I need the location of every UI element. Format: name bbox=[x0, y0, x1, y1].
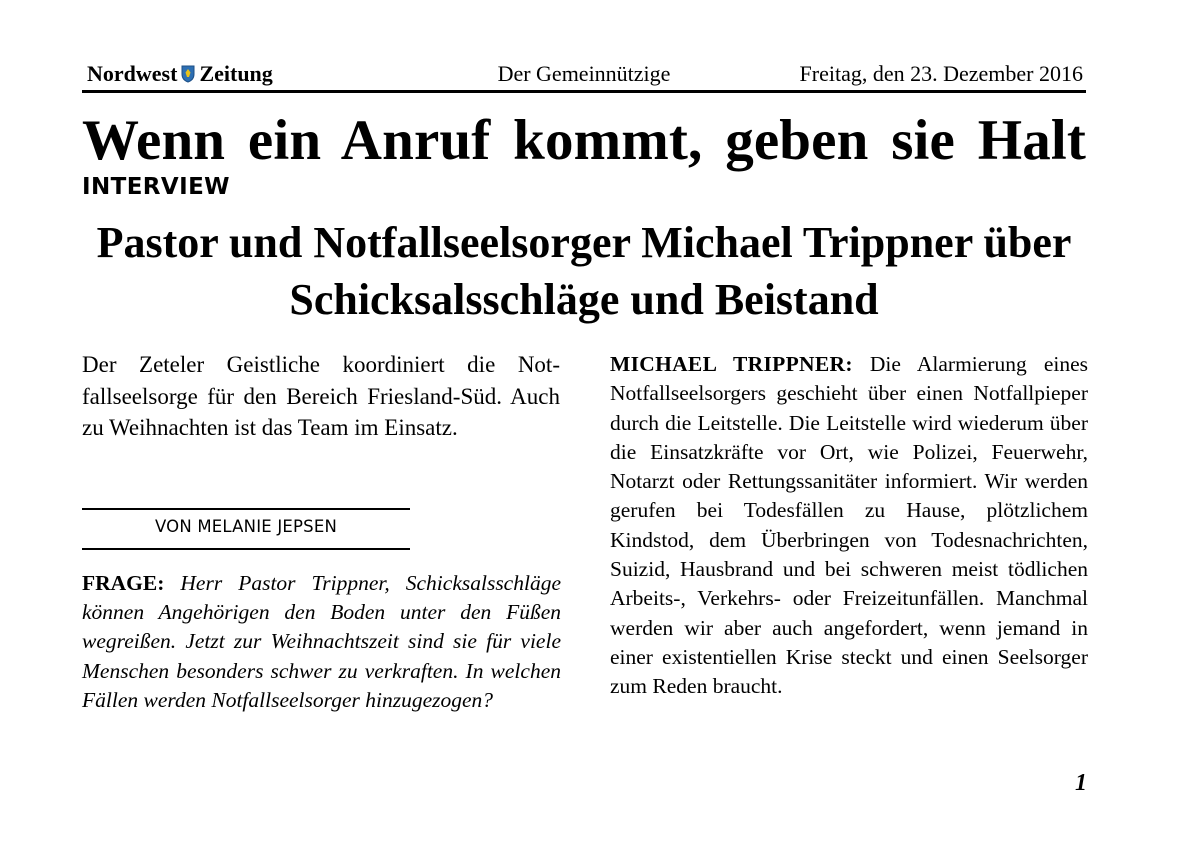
article-subhead: Pastor und Notfallseelsorger Michael Trippner über Schicksalsschläge und Beistand bbox=[96, 218, 1072, 324]
article-lead: Der Zeteler Geistliche koordiniert die Notfallseelsorge für den Bereich Friesland-Süd. Auch zu Weihnachten ist das Team im Einsatz. bbox=[82, 352, 560, 440]
question-label: FRAGE: bbox=[82, 571, 165, 595]
page-number: 1 bbox=[1075, 770, 1087, 796]
answer-label: MICHAEL TRIPPNER: bbox=[610, 352, 853, 376]
interview-answer bbox=[610, 350, 1088, 702]
section-name: Der Gemeinnützige bbox=[497, 61, 671, 86]
question-text: Herr Pastor Trippner, Schicksalsschläge können Angehörigen den Boden unter den Füßen wegreißen. Jetzt zur Weihnachtszeit sind sie für viele Menschen besonders schwer zu verkraften. In welchen Fällen werden Notfallseelsorger hinzugezogen? bbox=[82, 571, 561, 712]
byline bbox=[82, 508, 410, 550]
newspaper-header bbox=[82, 56, 1086, 93]
article-headline: Wenn ein Anruf kommt, geben sie Halt bbox=[82, 109, 1086, 172]
masthead-word-right: Zeitung bbox=[199, 61, 273, 86]
article-kicker: INTERVIEW bbox=[82, 174, 230, 200]
answer-text: Die Alarmierung eines Notfallseelsorgers geschieht über einen Notfallpieper durch die Leitstelle. Die Leitstelle wird wiederum über die Einsatzkräfte vor Ort, wie Polizei, Feuerwehr, Notarzt oder Rettungssanitäter informiert. Wir werden gerufen bei Todesfällen zu Hause, plötzlichem Kindstod, dem Überbringen von Todesnachrichten, Suizid, Hausbrand und bei schweren meist tödlichen Arbeits-, Verkehrs- oder Freizeitunfällen. Manchmal werden wir aber auch angefordert, wenn jemand in einer existentiellen Krise steckt und einen Seelsorger zum Reden braucht. bbox=[610, 352, 1088, 699]
interview-question bbox=[82, 569, 561, 715]
issue-date: Freitag, den 23. Dezember 2016 bbox=[799, 61, 1083, 86]
byline-author: VON MELANIE JEPSEN bbox=[154, 517, 338, 536]
masthead-word-left: Nordwest bbox=[87, 61, 178, 86]
